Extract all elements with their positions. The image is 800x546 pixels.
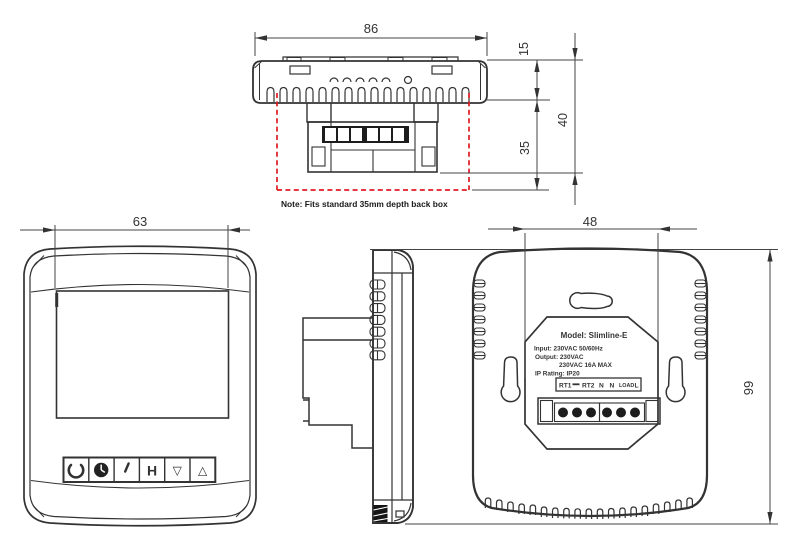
- arrowhead: [534, 178, 539, 190]
- keyhole-left: [501, 357, 520, 402]
- profile-outline: [373, 250, 413, 523]
- height-extension-lines: [370, 250, 778, 525]
- profile-screw-hatch: [374, 505, 388, 522]
- terminal-label-n1: N: [599, 382, 604, 390]
- terminal-block-tab-right: [646, 401, 658, 422]
- prog-tick-icon[interactable]: [125, 464, 128, 472]
- fixing-clip-left: [290, 66, 310, 74]
- terminal-label-rt2: RT2: [582, 382, 595, 390]
- back-vents-left: [474, 280, 485, 359]
- profile-screw-slot: [396, 511, 404, 517]
- clock-icon[interactable]: [94, 463, 108, 477]
- profile-inner-lines: [373, 250, 413, 523]
- dimension-99: [767, 250, 772, 525]
- arrowhead: [572, 173, 577, 185]
- arrowhead: [767, 250, 772, 262]
- dim-35-label: 35: [518, 141, 532, 155]
- arrowhead: [767, 512, 772, 524]
- label-model: Model: Slimline-E: [560, 331, 628, 340]
- terminal-label-load: LOAD: [619, 383, 635, 389]
- terminal-block-tab-left: [541, 401, 553, 422]
- backbox-wing-right: [422, 147, 435, 166]
- display-screen: [57, 291, 229, 418]
- backbox-wing-left: [312, 147, 325, 166]
- terminal-label-n2: N: [609, 382, 615, 390]
- hold-button-label[interactable]: H: [146, 462, 158, 479]
- terminal-pin-comb: [267, 88, 469, 103]
- profile-backbox: [303, 318, 373, 448]
- dim-86-label: 86: [363, 21, 379, 36]
- arrowhead: [255, 35, 267, 40]
- keyhole-right: [666, 357, 685, 402]
- dim-48-label: 48: [582, 214, 598, 229]
- arrowhead: [534, 101, 539, 113]
- keyhole-top: [570, 293, 612, 309]
- side-section-view: [253, 57, 487, 190]
- arrowhead: [534, 60, 539, 72]
- fixing-clip-right: [432, 66, 452, 74]
- down-arrow-button[interactable]: ▽: [172, 463, 182, 478]
- up-arrow-button[interactable]: △: [197, 463, 208, 478]
- dim-99-label: 99: [741, 380, 756, 396]
- dim-15-label: 15: [517, 42, 531, 56]
- front-view: [24, 246, 256, 526]
- sensor-hole: [405, 77, 412, 84]
- vent-bumps: [330, 78, 390, 82]
- dimension-63: [20, 225, 250, 288]
- arrowhead: [534, 88, 539, 100]
- backbox-neck: [307, 103, 438, 122]
- label-output-rating: 230VAC 16A MAX: [559, 362, 612, 369]
- arrowhead: [228, 227, 240, 232]
- arrowhead: [513, 226, 525, 231]
- note-text: Note: Fits standard 35mm depth back box: [281, 199, 448, 209]
- arrowhead: [43, 227, 55, 232]
- side-body-corner-marks: [255, 62, 486, 101]
- label-input: Input: 230VAC 50/60Hz: [534, 345, 603, 353]
- back-vents-right: [695, 280, 706, 359]
- label-output: Output: 230VAC: [535, 354, 584, 361]
- label-ip-rating: IP Rating: IP20: [535, 370, 580, 378]
- dim-63-label: 63: [132, 214, 148, 229]
- arrowhead: [658, 226, 670, 231]
- dim-40-label: 40: [556, 113, 570, 127]
- terminal-label-rt1: RT1: [559, 382, 572, 390]
- profile-view: [303, 250, 413, 523]
- arrowhead: [572, 48, 577, 60]
- power-icon[interactable]: [69, 465, 83, 477]
- arrowhead: [475, 35, 487, 40]
- terminal-label-l: L: [634, 382, 639, 390]
